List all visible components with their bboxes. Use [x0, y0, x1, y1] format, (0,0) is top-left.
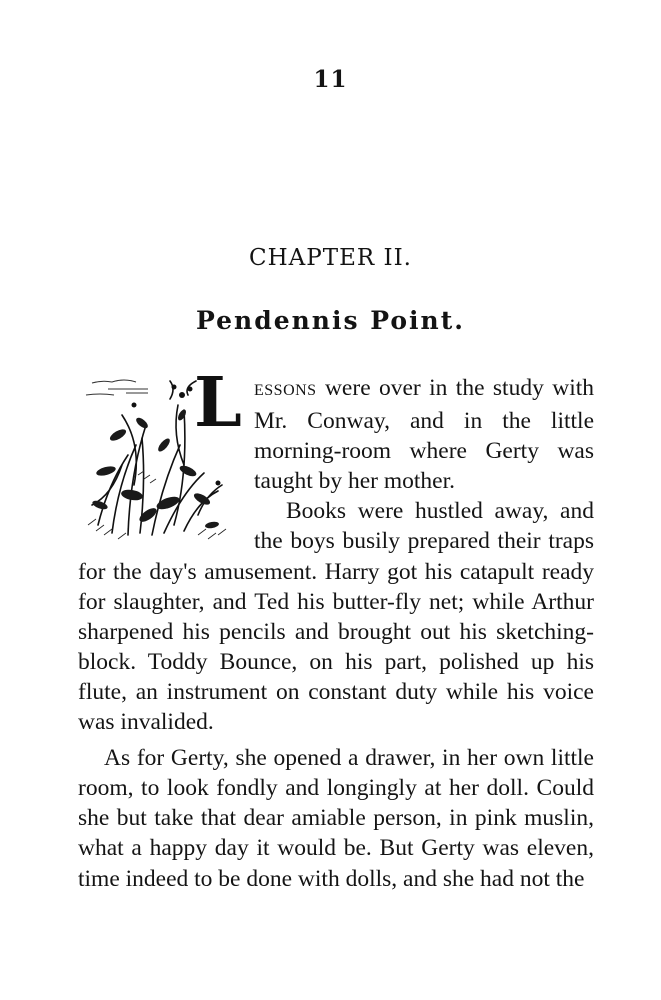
chapter-heading: CHAPTER II. — [249, 245, 412, 271]
decorated-initial — [78, 363, 242, 543]
body-text — [78, 363, 594, 894]
dropcap-letter: L — [194, 363, 242, 443]
paragraph-2: As for Gerty, she opened a drawer, in her own little room, to look fondly and longingly at her doll. Could she but take that dear amiable person, in pink muslin, what a happy day it would be. But Gerty was eleven, time indeed to be done with dolls, and she had not the — [78, 745, 594, 892]
paragraph-1-continued: Books were hustled away, and the boys busily prepared their traps for the day's amusement. Harry got his catapult ready for slaughter, and Ted his butter-fly net; while Arthur sharpened his pencils and brought out his sketching-block. Toddy Bounce, on his part, polished up his flute, an instrument on constant duty while his voice was invalided. — [78, 498, 594, 736]
page-number: 11 — [313, 66, 348, 93]
paragraph-1-text: were over in the study with Mr. Conway, and in the little morning-room where Gerty was taught by her mother. — [254, 375, 594, 495]
chapter-title: Pendennis Point. — [196, 306, 465, 335]
small-caps-lead: ESSONS — [254, 382, 317, 399]
